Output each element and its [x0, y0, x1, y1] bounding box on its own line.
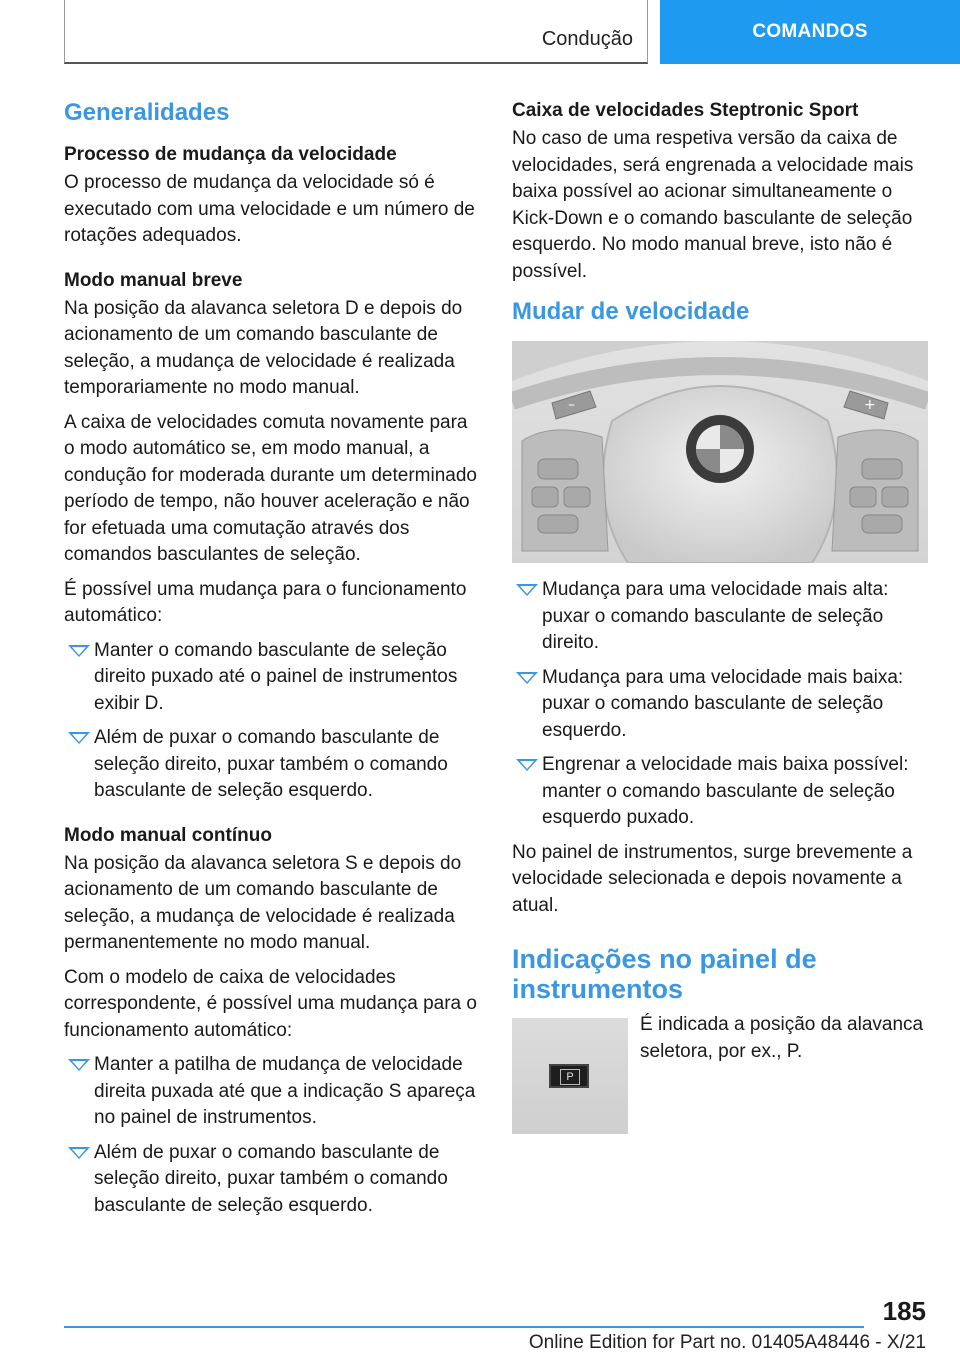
triangle-bullet-icon: [68, 1059, 90, 1071]
gear-indicator-display: [549, 1064, 589, 1088]
shift-process-text: O processo de mudança da velocidade só é executado com uma velocidade e um número de rotações adequados.: [64, 172, 475, 246]
steering-wheel-illustration: [512, 341, 928, 563]
left-column: [64, 98, 480, 1227]
edition-note: Online Edition for Part no. 01405A48446 - X/21: [528, 1332, 926, 1353]
shift-process-heading: Processo de mudança da velocidade: [64, 144, 397, 165]
steptronic-text: No caso de uma respetiva versão da caixa de velocidades, será engrenada a velocidade mais baixa possível ao acionar simultaneamente o Kick-Down e o comando basculante de seleção esquerdo. No modo manual breve, isto não é possível.: [512, 128, 914, 282]
triangle-bullet-icon: [68, 732, 90, 744]
paddle-plus-label: +: [864, 397, 876, 413]
paddle-minus-label: –: [568, 397, 575, 413]
instrument-panel-heading: Indicações no painel de instrumentos: [512, 944, 817, 1004]
generalidades-heading: Generalidades: [64, 99, 230, 126]
indicator-row: [512, 1014, 928, 1134]
section-title: Condução: [541, 28, 633, 50]
header-section-tab: [64, 0, 648, 64]
triangle-bullet-icon: [516, 672, 538, 684]
short-manual-text-3: É possível uma mudança para o funcionamento automático:: [64, 578, 467, 626]
gear-indicator-letter: P: [560, 1069, 580, 1085]
chapter-tab: COMANDOS: [660, 0, 960, 64]
indicator-text: É indicada a posição da alavanca seletora, por ex., P.: [640, 1014, 924, 1062]
list-item: Manter o comando basculante de seleção direito puxado até o painel de instrumentos exibir D.: [64, 638, 480, 718]
continuous-manual-heading: Modo manual contínuo: [64, 824, 272, 846]
bmw-logo-icon: [686, 415, 754, 483]
triangle-bullet-icon: [516, 584, 538, 596]
triangle-bullet-icon: [68, 1147, 90, 1159]
short-manual-text-1: Na posição da alavanca seletora D e depois do acionamento de um comando basculante de seleção, a mudança de velocidade é realizada temporariamente no modo manual.: [64, 297, 463, 398]
list-item: Mudança para uma velocidade mais baixa: puxar o comando basculante de seleção esquerdo.: [512, 665, 928, 745]
steptronic-heading: Caixa de velocidades Steptronic Sport: [512, 100, 859, 121]
gear-change-text: No painel de instrumentos, surge brevemente a velocidade selecionada e depois novamente a atual.: [512, 841, 913, 916]
list-item: Manter a patilha de mudança de velocidade direita puxada até que a indicação S apareça no painel de instrumentos.: [64, 1052, 480, 1132]
page-number: 185: [882, 1296, 926, 1326]
triangle-bullet-icon: [68, 645, 90, 657]
short-manual-bullets: [64, 638, 480, 805]
continuous-manual-text-1: Na posição da alavanca seletora S e depois do acionamento de um comando basculante de seleção, a mudança de velocidade é realizada permanentemente no modo manual.: [64, 852, 462, 953]
gear-change-bullets: [512, 577, 928, 832]
continuous-manual-text-2: Com o modelo de caixa de velocidades correspondente, é possível uma mudança para o funcionamento automático:: [64, 966, 477, 1041]
continuous-manual-bullets: [64, 1052, 480, 1219]
short-manual-heading: Modo manual breve: [64, 269, 243, 291]
list-item: Engrenar a velocidade mais baixa possível: manter o comando basculante de seleção esquerdo puxado.: [512, 752, 928, 832]
list-item: Mudança para uma velocidade mais alta: puxar o comando basculante de seleção direito.: [512, 577, 928, 657]
gear-indicator-image: [512, 1018, 628, 1134]
right-column: [512, 98, 928, 1134]
footer-divider: [64, 1326, 864, 1328]
triangle-bullet-icon: [516, 759, 538, 771]
short-manual-text-2: A caixa de velocidades comuta novamente para o modo automático se, em modo manual, a condução for moderada durante um determinado período de tempo, não houver aceleração e não for efetuada uma comutação através dos comandos basculantes de seleção.: [64, 411, 477, 565]
list-item: Além de puxar o comando basculante de seleção direito, puxar também o comando basculante de seleção esquerdo.: [64, 725, 480, 805]
steering-wheel-image: [512, 341, 928, 563]
change-gear-heading: Mudar de velocidade: [512, 298, 750, 325]
list-item: Além de puxar o comando basculante de seleção direito, puxar também o comando basculante de seleção esquerdo.: [64, 1140, 480, 1220]
